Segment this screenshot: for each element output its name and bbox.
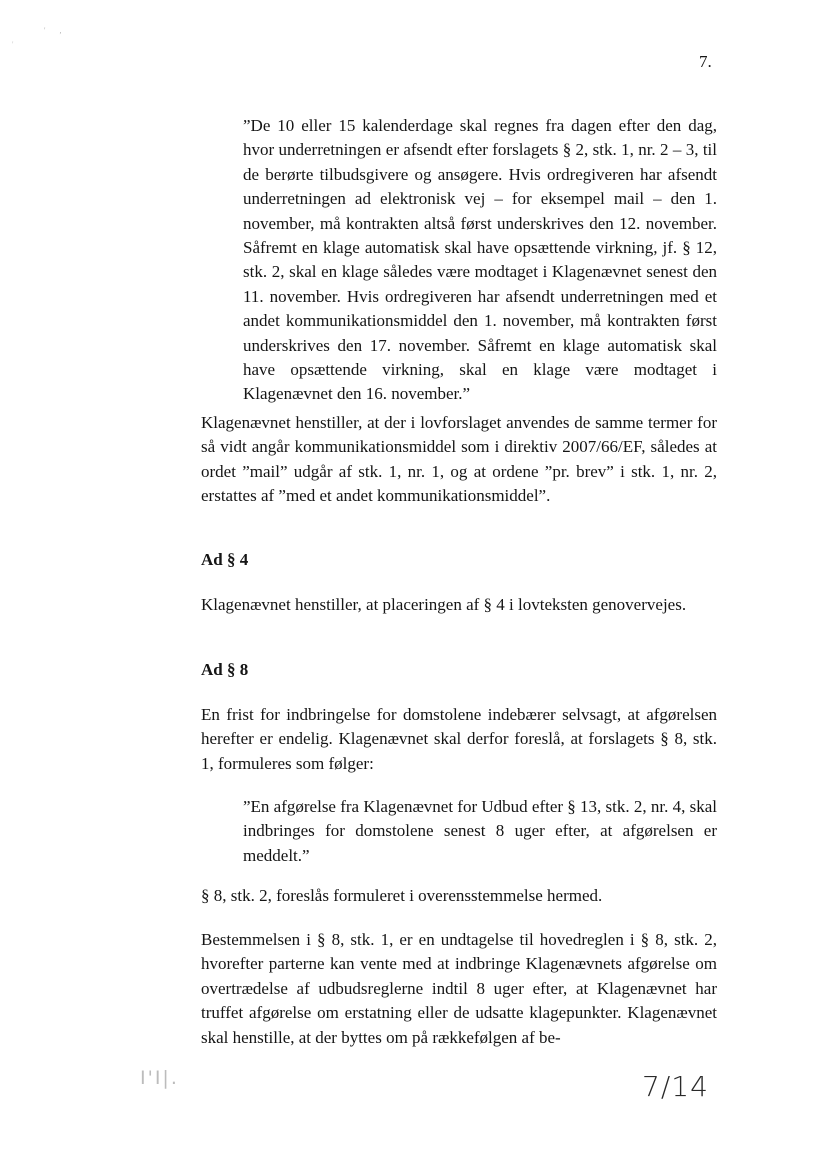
section-heading-ad-8: Ad § 8	[201, 660, 249, 679]
page-number: 7.	[699, 52, 712, 71]
paragraph-1	[201, 411, 717, 509]
paragraph-4	[201, 884, 717, 908]
paragraph-4-text: § 8, stk. 2, foreslås formuleret i overensstemmelse hermed.	[201, 886, 603, 905]
block-quote-2	[243, 795, 717, 868]
paragraph-5	[201, 928, 717, 1050]
quote-1-text: ”De 10 eller 15 kalenderdage skal regnes fra dagen efter den dag, hvor underretningen er afsendt efter forslagets § 2, stk. 1, nr. 2 – 3, til de berørte tilbudsgivere og ansøgere. Hvis ordregiveren har afsendt underretningen ad elektronisk vej – for eksempel mail – den 1. november, må kontrakten altså først underskrives den 12. november. Såfremt en klage automatisk skal have opsættende virkning, jf. § 12, stk. 2, skal en klage således være modtaget i Klagenævnet senest den 11. november. Hvis ordregiveren har afsendt underretningen med et andet kommunikationsmiddel den 1. november, må kontrakten først underskrives den 17. november. Såfremt en klage automatisk skal have opsættende virkning, skal en klage være modtaget i Klagenævnet den 16. november.”	[243, 116, 717, 404]
paragraph-5-text: Bestemmelsen i § 8, stk. 1, er en undtagelse til hovedreglen i § 8, stk. 2, hvorefter parterne kan vente med at indbringe Klagenævnets afgørelse om overtrædelse af udbudsreglerne indtil 8 uger efter, at Klagenævnet har truffet afgørelse om erstatning eller de udsatte klagepunkter. Klagenævnet skal henstille, at der byttes om på rækkefølgen af be-	[201, 930, 717, 1047]
handwritten-page-count: 7/14	[642, 1070, 709, 1103]
paragraph-2-text: Klagenævnet henstiller, at placeringen af § 4 i lovteksten genovervejes.	[201, 595, 687, 614]
paragraph-2	[201, 593, 717, 617]
block-quote-1	[243, 114, 717, 407]
scan-artifact-mark: ' ,	[44, 26, 68, 35]
paragraph-3	[201, 703, 717, 776]
section-heading-ad-4: Ad § 4	[201, 550, 249, 569]
scan-artifact-mark-2: '	[12, 40, 14, 49]
paragraph-3-text: En frist for indbringelse for domstolene indebærer selvsagt, at afgørelsen herefter er endelig. Klagenævnet skal derfor foreslå, at forslagets § 8, stk. 1, formuleres som følger:	[201, 705, 717, 773]
quote-2-text: ”En afgørelse fra Klagenævnet for Udbud efter § 13, stk. 2, nr. 4, skal indbringes for domstolene senest 8 uger efter, at afgørelsen er meddelt.”	[243, 797, 717, 865]
handwritten-mark-left: I'I|.	[140, 1067, 179, 1089]
paragraph-1-text: Klagenævnet henstiller, at der i lovforslaget anvendes de samme termer for så vidt angår kommunikationsmiddel som i direktiv 2007/66/EF, således at ordet ”mail” udgår af stk. 1, nr. 1, og at ordene ”pr. brev” i stk. 1, nr. 2, erstattes af ”med et andet kommunikationsmiddel”.	[201, 413, 717, 506]
